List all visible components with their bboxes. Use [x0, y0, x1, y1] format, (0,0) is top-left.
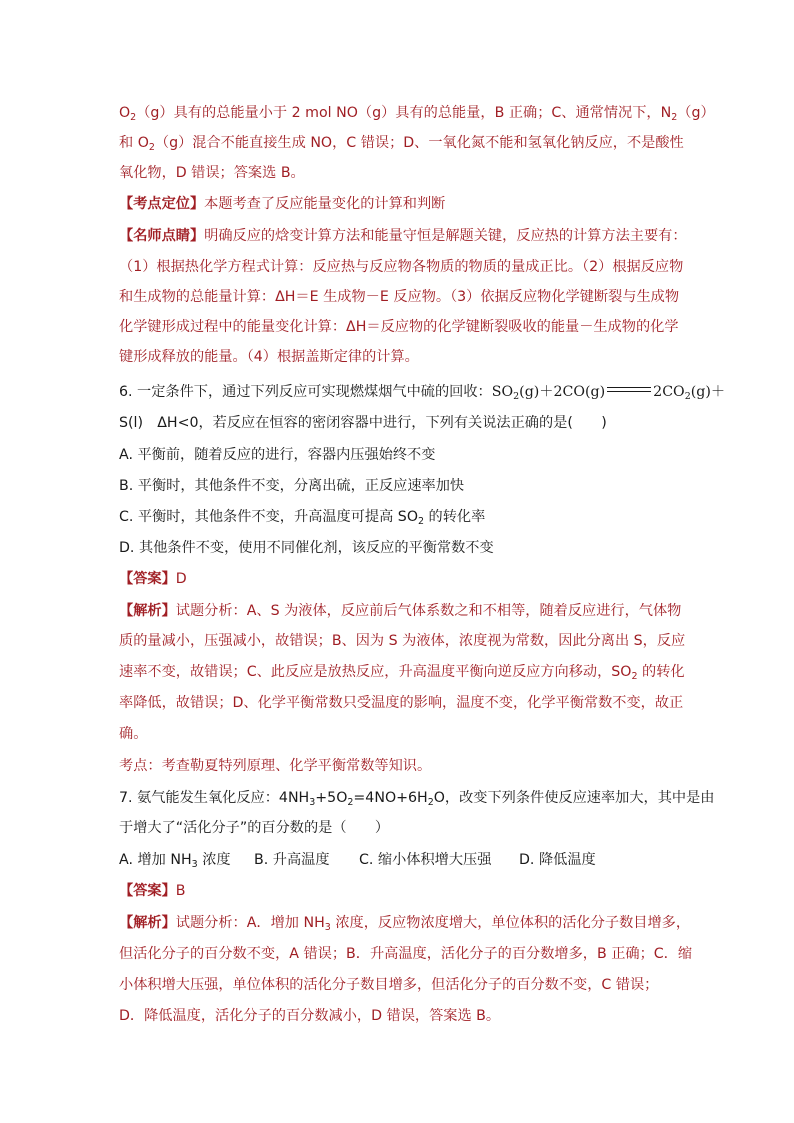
kaodian-dingwei: 【考点定位】本题考查了反应能量变化的计算和判断: [119, 196, 446, 212]
q7-options: [119, 850, 679, 870]
q7-option-d: D. 降低温度: [519, 852, 596, 868]
q6-jiexi-tag: 【解析】: [119, 603, 176, 619]
q7-jiexi-line-1: 【解析】试题分析：A．增加 $NH_3$ 浓度，反应物浓度增大，单位体积的活化分子数目增多，: [119, 915, 691, 933]
q7-stem-2: 于增大了“活化分子”的百分数的是（ ）: [119, 820, 390, 836]
q6-stem-1: 6. 一定条件下，通过下列反应可实现燃煤烟气中硫的回收：$SO_2(g)+2CO(g)$ $2CO_2(g)+$: [119, 384, 726, 402]
q6-jiexi-line-3: 速率不变，故错误；C、此反应是放热反应，升高温度平衡向逆反应方向移动，$SO_2$ 的转化: [119, 664, 685, 682]
q7-jiexi-line-2: 但活化分子的百分数不变，A 错误；B．升高温度，活化分子的百分数增多，B 正确；C．缩: [119, 946, 693, 962]
q7-jiexi-tag: 【解析】: [119, 915, 176, 931]
q6-option-d: D. 其他条件不变，使用不同催化剂，该反应的平衡常数不变: [119, 540, 494, 556]
mingshi-dianjing: 【名师点睛】明确反应的焓变计算方法和能量守恒是解题关键，反应热的计算方法主要有：: [119, 228, 687, 244]
q6-answer-tag: 【答案】: [119, 571, 176, 587]
q7-stem-1: 7. 氨气能发生氧化反应：$4NH_3+5O_2=4NO+6H_2O$，改变下列条件使反应速率加大，其中是由: [119, 790, 715, 808]
q6-option-b: B. 平衡时，其他条件不变，分离出硫，正反应速率加快: [119, 478, 465, 494]
q6-option-c: C. 平衡时，其他条件不变，升高温度可提高 $SO_2$ 的转化率: [119, 509, 486, 527]
q7-jiexi-line-3: 小体积增大压强，单位体积的活化分子数目增多，但活化分子的百分数不变，C 错误；: [119, 977, 659, 993]
q7-answer-tag: 【答案】: [119, 883, 176, 899]
q6-option-a: A. 平衡前，随着反应的进行，容器内压强始终不变: [119, 447, 436, 463]
q6-stem-2: S(l) ΔH<0，若反应在恒容的密闭容器中进行，下列有关说法正确的是( ): [119, 415, 607, 431]
q7-option-a: A. 增加 $NH_3$ 浓度: [119, 852, 231, 870]
mingshi-tag: 【名师点睛】: [119, 228, 205, 244]
q6-jiexi-line-2: 质的量减小，压强减小，故错误；B、因为 S 为液体，浓度视为常数，因此分离出 S，反应: [119, 633, 686, 649]
q6-answer: 【答案】D: [119, 571, 187, 587]
mingshi-line-3: 和生成物的总能量计算：ΔH＝E 生成物－E 反应物。（3）依据反应物化学键断裂与生成物: [119, 289, 680, 305]
q7-answer: 【答案】B: [119, 883, 186, 899]
prev-line-3: 氧化物，D 错误；答案选 B。: [119, 165, 305, 181]
q6-jiexi-line-4: 率降低，故错误；D、化学平衡常数只受温度的影响，温度不变，化学平衡常数不变，故正: [119, 695, 684, 711]
mingshi-line-5: 键形成释放的能量。（4）根据盖斯定律的计算。: [119, 349, 419, 365]
q6-kaodian: 考点：考查勒夏特列原理、化学平衡常数等知识。: [119, 758, 432, 774]
prev-line-1: $O_2(g)$具有的总能量小于 2 mol NO（g）具有的总能量，B 正确；C、通常情况下，$N_2(g)$: [119, 105, 715, 123]
q7-option-b: B. 升高温度: [254, 852, 330, 868]
kaodian-tag: 【考点定位】: [119, 196, 205, 212]
q6-jiexi-line-5: 确。: [119, 726, 148, 742]
mingshi-line-4: 化学键形成过程中的能量变化计算：ΔH＝反应物的化学键断裂吸收的能量－生成物的化学: [119, 319, 679, 335]
q7-jiexi-line-4: D．降低温度，活化分子的百分数减小，D 错误，答案选 B。: [119, 1008, 501, 1024]
prev-line-2: 和 $O_2(g)$混合不能直接生成 NO，C 错误；D、一氧化氮不能和氢氧化钠反应，不是酸性: [119, 135, 684, 153]
mingshi-line-2: （1）根据热化学方程式计算：反应热与反应物各物质的物质的量成正比。（2）根据反应物: [119, 259, 684, 275]
q6-jiexi-line-1: 【解析】试题分析：A、S 为液体，反应前后气体系数之和不相等，随着反应进行，气体物: [119, 603, 682, 619]
equilibrium-arrow-icon: [607, 385, 651, 395]
q7-option-c: C. 缩小体积增大压强: [359, 852, 492, 868]
